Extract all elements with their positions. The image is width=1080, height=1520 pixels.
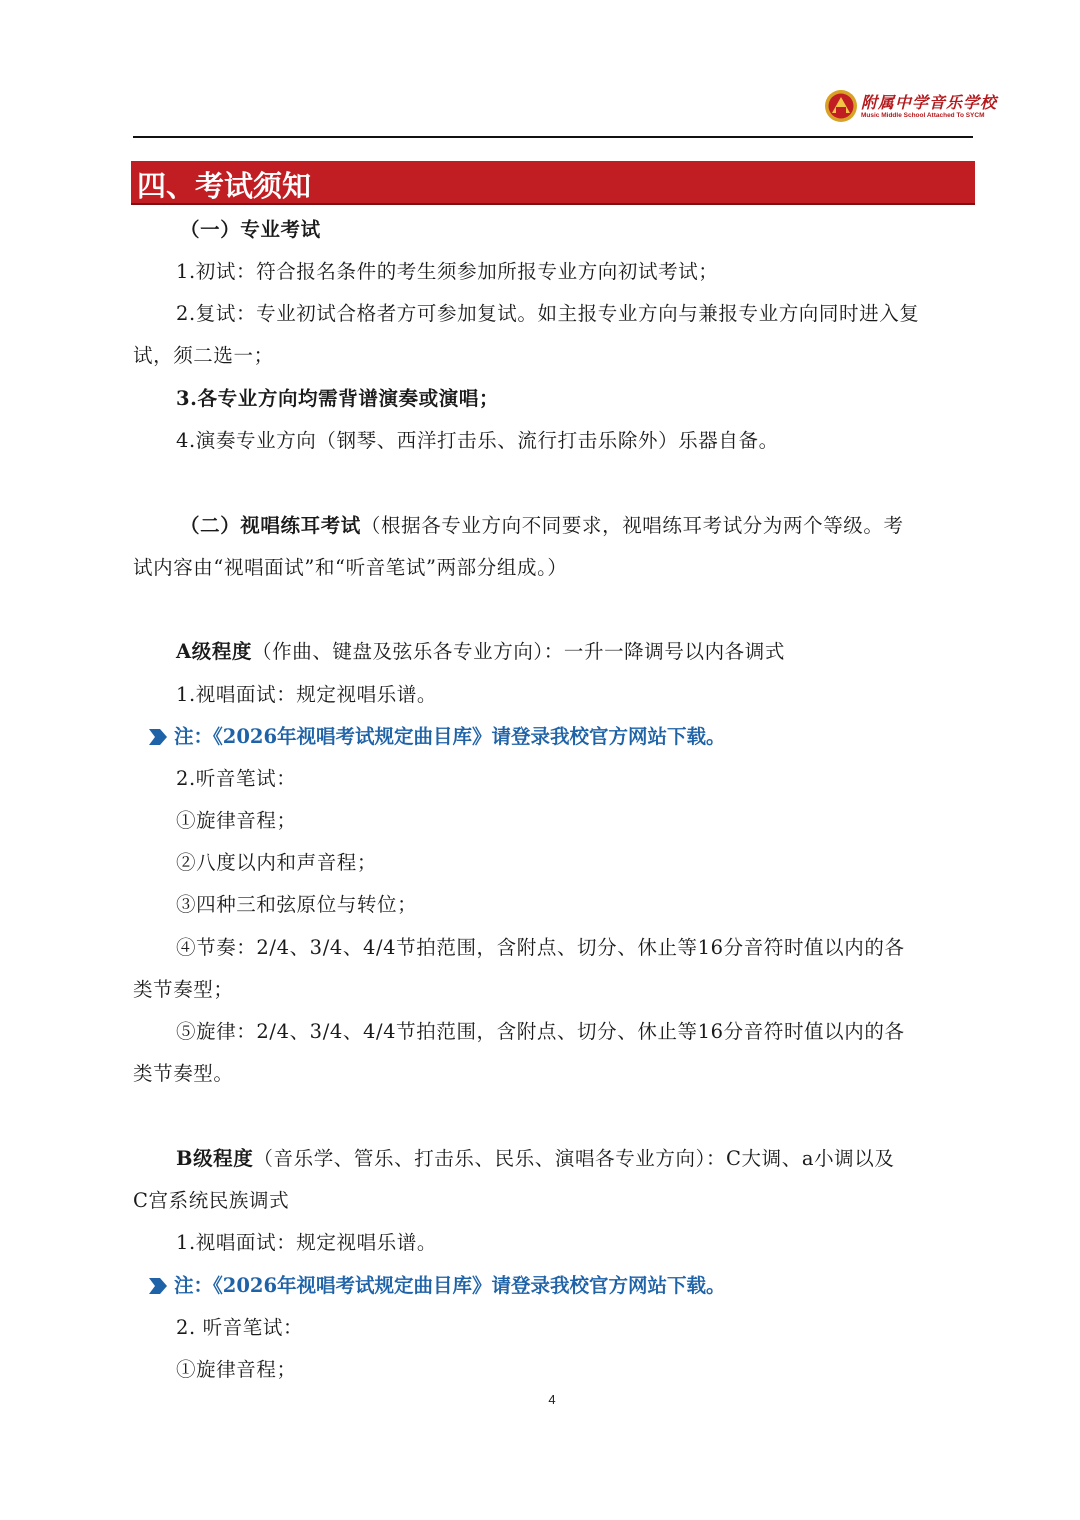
solfege-desc-line2: 试内容由“视唱面试”和“听音笔试”两部分组成。）	[133, 556, 568, 579]
pro-item-3: 3.各专业方向均需背谱演奏或演唱；	[176, 387, 500, 410]
solfege-heading: （二）视唱练耳考试	[180, 514, 361, 537]
level-a-sub-5-line2: 类节奏型。	[133, 1062, 234, 1085]
level-a-sub-1: ①旋律音程；	[176, 809, 297, 832]
section-header-bar	[131, 161, 975, 205]
level-b-item-1: 1.视唱面试：规定视唱乐谱。	[176, 1231, 438, 1254]
level-b-desc-line1: （音乐学、管乐、打击乐、民乐、演唱各专业方向）：C大调、a小调以及	[253, 1147, 895, 1170]
header-divider	[133, 136, 973, 138]
solfege-desc-line1: （根据各专业方向不同要求，视唱练耳考试分为两个等级。考	[360, 514, 904, 537]
level-a-sub-2: ②八度以内和声音程；	[176, 851, 378, 874]
school-emblem-icon	[824, 89, 858, 123]
level-b-title: B级程度	[176, 1147, 254, 1170]
level-a-desc: （作曲、键盘及弦乐各专业方向）：一升一降调号以内各调式	[252, 640, 785, 663]
level-a-sub-4-line1: ④节奏：2/4、3/4、4/4节拍范围，含附点、切分、休止等16分音符时值以内的各	[176, 936, 905, 959]
section-title: 四、考试须知	[137, 169, 312, 203]
level-b-item-2: 2. 听音笔试：	[176, 1316, 304, 1339]
arrow-bullet-icon	[148, 1277, 168, 1295]
logo-english-name: Music Middle School Attached To SYCM	[861, 112, 985, 119]
logo-chinese-name: 附属中学音乐学校	[861, 93, 998, 112]
level-a-sub-4-line2: 类节奏型；	[133, 978, 234, 1001]
level-a-item-1: 1.视唱面试：规定视唱乐谱。	[176, 683, 438, 706]
pro-item-2-line1: 2.复试：专业初试合格者方可参加复试。如主报专业方向与兼报专业方向同时进入复	[176, 302, 920, 325]
page-number: 4	[548, 1392, 556, 1407]
pro-item-1: 1.初试：符合报名条件的考生须参加所报专业方向初试考试；	[176, 260, 719, 283]
level-a-note-text: 注：《2026年视唱考试规定曲目库》请登录我校官方网站下载。	[174, 725, 726, 748]
solfege-intro-line1	[180, 511, 904, 541]
level-b-note	[148, 1271, 726, 1301]
level-a-item-2: 2.听音笔试：	[176, 767, 297, 790]
level-b-desc-line2: C宫系统民族调式	[133, 1189, 290, 1212]
school-logo	[824, 88, 998, 126]
pro-item-2-line2: 试，须二选一；	[133, 344, 274, 367]
level-a-line	[176, 637, 785, 667]
level-a-sub-5-line1: ⑤旋律：2/4、3/4、4/4节拍范围，含附点、切分、休止等16分音符时值以内的各	[176, 1020, 905, 1043]
level-b-line1	[176, 1144, 895, 1174]
arrow-bullet-icon	[148, 728, 168, 746]
level-b-sub-1: ①旋律音程；	[176, 1358, 297, 1381]
level-a-note	[148, 722, 726, 752]
level-b-note-text: 注：《2026年视唱考试规定曲目库》请登录我校官方网站下载。	[174, 1274, 726, 1297]
pro-item-4: 4.演奏专业方向（钢琴、西洋打击乐、流行打击乐除外）乐器自备。	[176, 429, 779, 452]
level-a-title: A级程度	[176, 640, 253, 663]
pro-exam-heading: （一）专业考试	[180, 218, 321, 241]
level-a-sub-3: ③四种三和弦原位与转位；	[176, 893, 418, 916]
